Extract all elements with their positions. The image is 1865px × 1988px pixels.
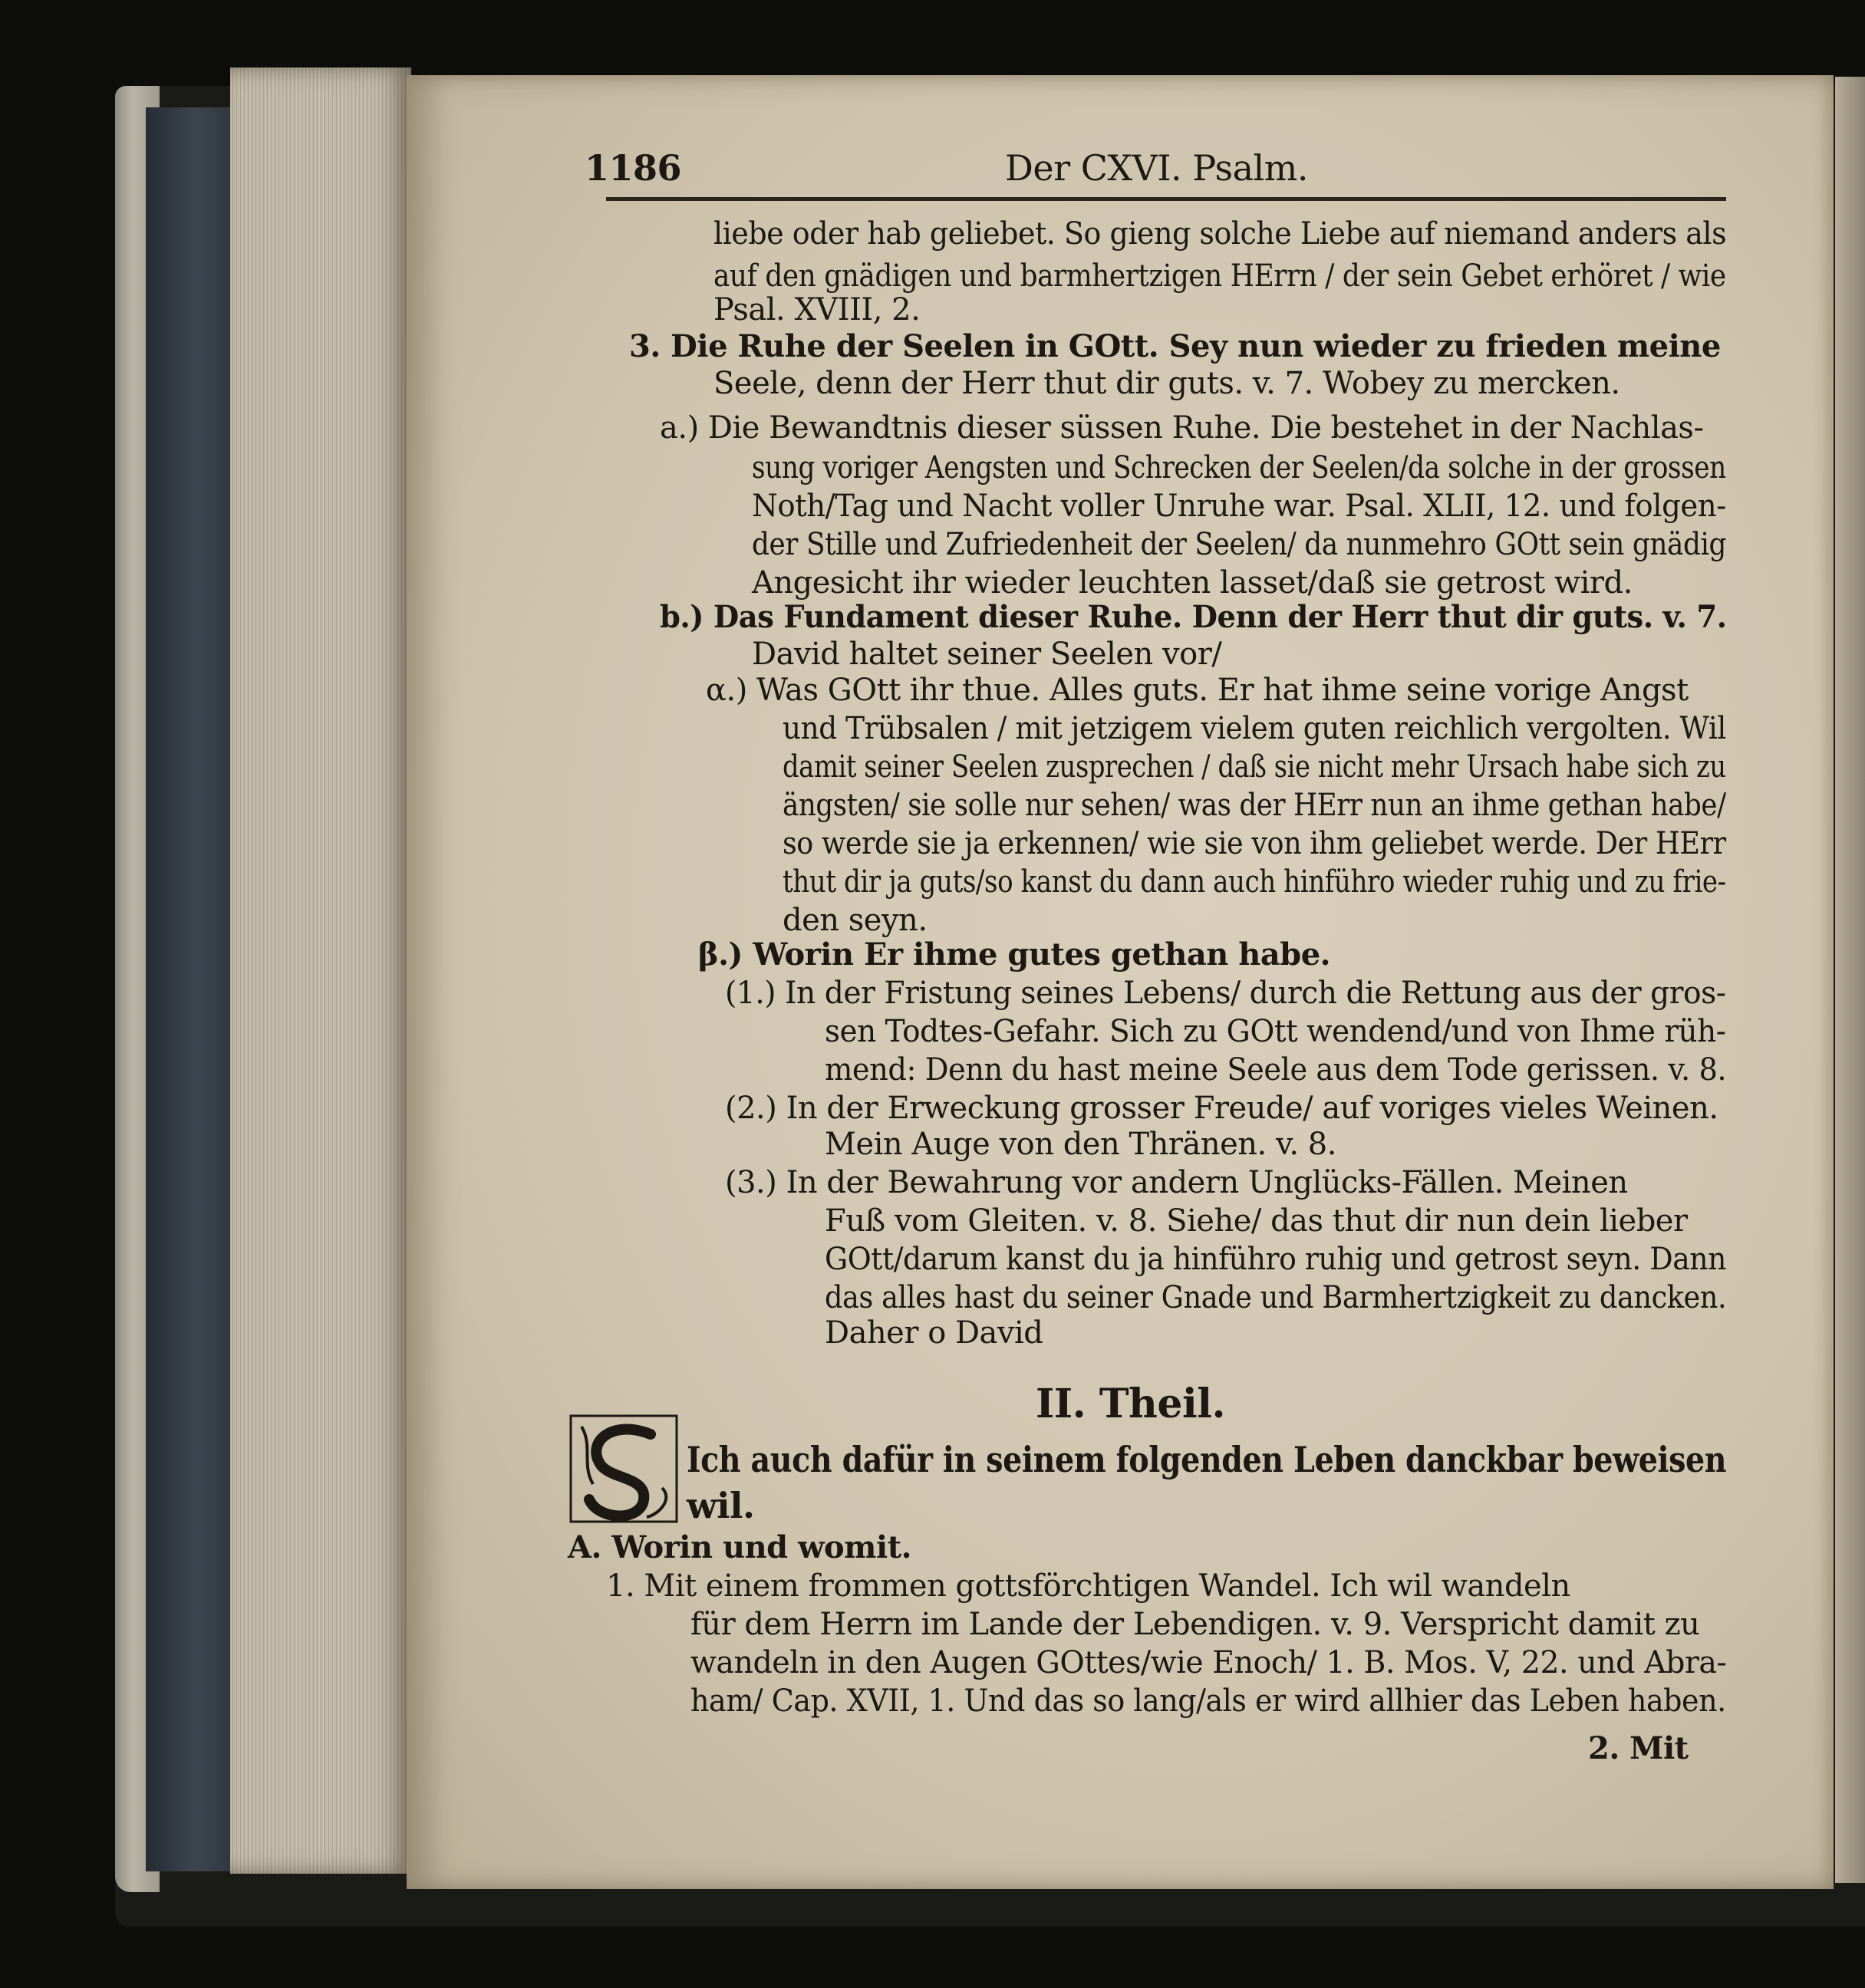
section-heading: II. Theil.	[1036, 1381, 1226, 1427]
text-line: α.) Was GOtt ihr thue. Alles guts. Er hat ihme seine vorige Angst	[706, 673, 1689, 708]
text-line: A. Worin und womit.	[568, 1529, 912, 1565]
facing-page-edge	[1835, 77, 1865, 1883]
text-line: liebe oder hab geliebet. So gieng solche Liebe auf niemand anders als	[713, 216, 1727, 252]
text-line: 1. Mit einem frommen gottsförchtigen Wandel. Ich wil wandeln	[606, 1568, 1570, 1604]
text-line: Psal. XVIII, 2.	[713, 292, 921, 327]
text-line: Fuß vom Gleiten. v. 8. Siehe/ das thut dir nun dein lieber	[825, 1203, 1688, 1239]
text-line: auf den gnädigen und barmhertzigen HErrn / der sein Gebet erhöret / wie	[713, 258, 1726, 294]
text-line: für dem Herrn im Lande der Lebendigen. v. 9. Verspricht damit zu	[690, 1607, 1700, 1642]
text-line: der Stille und Zufriedenheit der Seelen/ da nunmehro GOtt sein gnädig	[752, 527, 1727, 562]
text-line: so werde sie ja erkennen/ wie sie von ihm geliebet werde. Der HErr	[783, 826, 1726, 861]
text-line: 3. Die Ruhe der Seelen in GOtt. Sey nun wieder zu frieden meine	[629, 328, 1721, 364]
text-line: wil.	[687, 1485, 755, 1526]
page-number: 1186	[585, 147, 682, 189]
text-line: Ich auch dafür in seinem folgenden Leben danckbar beweisen	[687, 1439, 1727, 1480]
text-line: damit seiner Seelen zusprechen / daß sie nicht mehr Ursach habe sich zu	[783, 749, 1726, 785]
text-line: ängsten/ sie solle nur sehen/ was der HErr nun an ihme gethan habe/	[783, 788, 1726, 823]
text-line: thut dir ja guts/so kanst du dann auch hinführo wieder ruhig und zu frie-	[783, 864, 1726, 900]
text-line: sung voriger Aengsten und Schrecken der Seelen/da solche in der grossen	[752, 450, 1726, 485]
text-line: β.) Worin Er ihme gutes gethan habe.	[698, 936, 1331, 973]
text-line: b.) Das Fundament dieser Ruhe. Denn der Herr thut dir guts. v. 7.	[660, 599, 1727, 635]
text-line: Angesicht ihr wieder leuchten lasset/daß sie getrost wird.	[752, 565, 1633, 601]
text-line: das alles hast du seiner Gnade und Barmhertzigkeit zu dancken.	[825, 1280, 1727, 1315]
text-line: Daher o David	[825, 1315, 1043, 1351]
catchword: 2. Mit	[1588, 1730, 1689, 1766]
text-line: a.) Die Bewandtnis dieser süssen Ruhe. Die bestehet in der Nachlas-	[660, 410, 1704, 446]
text-line: wandeln in den Augen GOttes/wie Enoch/ 1. B. Mos. V, 22. und Abra-	[690, 1645, 1727, 1680]
text-line: Mein Auge von den Thränen. v. 8.	[825, 1127, 1336, 1162]
text-line: (2.) In der Erweckung grosser Freude/ auf voriges vieles Weinen.	[725, 1091, 1718, 1126]
text-line: GOtt/darum kanst du ja hinführo ruhig und getrost seyn. Dann	[825, 1242, 1727, 1277]
text-line: ham/ Cap. XVII, 1. Und das so lang/als er wird allhier das Leben haben.	[690, 1684, 1726, 1719]
text-line: (1.) In der Fristung seines Lebens/ durch die Rettung aus der gros-	[725, 976, 1726, 1011]
text-line: (3.) In der Bewahrung vor andern Unglücks-Fällen. Meinen	[725, 1165, 1628, 1200]
running-title: Der CXVI. Psalm.	[1005, 147, 1308, 189]
text-line: David haltet seiner Seelen vor/	[752, 637, 1222, 672]
drop-cap-ornament	[566, 1411, 681, 1526]
text-line: den seyn.	[783, 903, 928, 938]
text-line: Seele, denn der Herr thut dir guts. v. 7. Wobey zu mercken.	[713, 366, 1620, 401]
page-edges	[230, 67, 411, 1874]
text-line: mend: Denn du hast meine Seele aus dem Tode gerissen. v. 8.	[825, 1052, 1727, 1088]
text-line: sen Todtes-Gefahr. Sich zu GOtt wendend/und von Ihme rüh-	[825, 1014, 1726, 1049]
header-rule	[606, 197, 1726, 201]
text-line: Noth/Tag und Nacht voller Unruhe war. Psal. XLII, 12. und folgen-	[752, 489, 1726, 524]
text-line: und Trübsalen / mit jetzigem vielem guten reichlich vergolten. Wil	[783, 711, 1726, 746]
